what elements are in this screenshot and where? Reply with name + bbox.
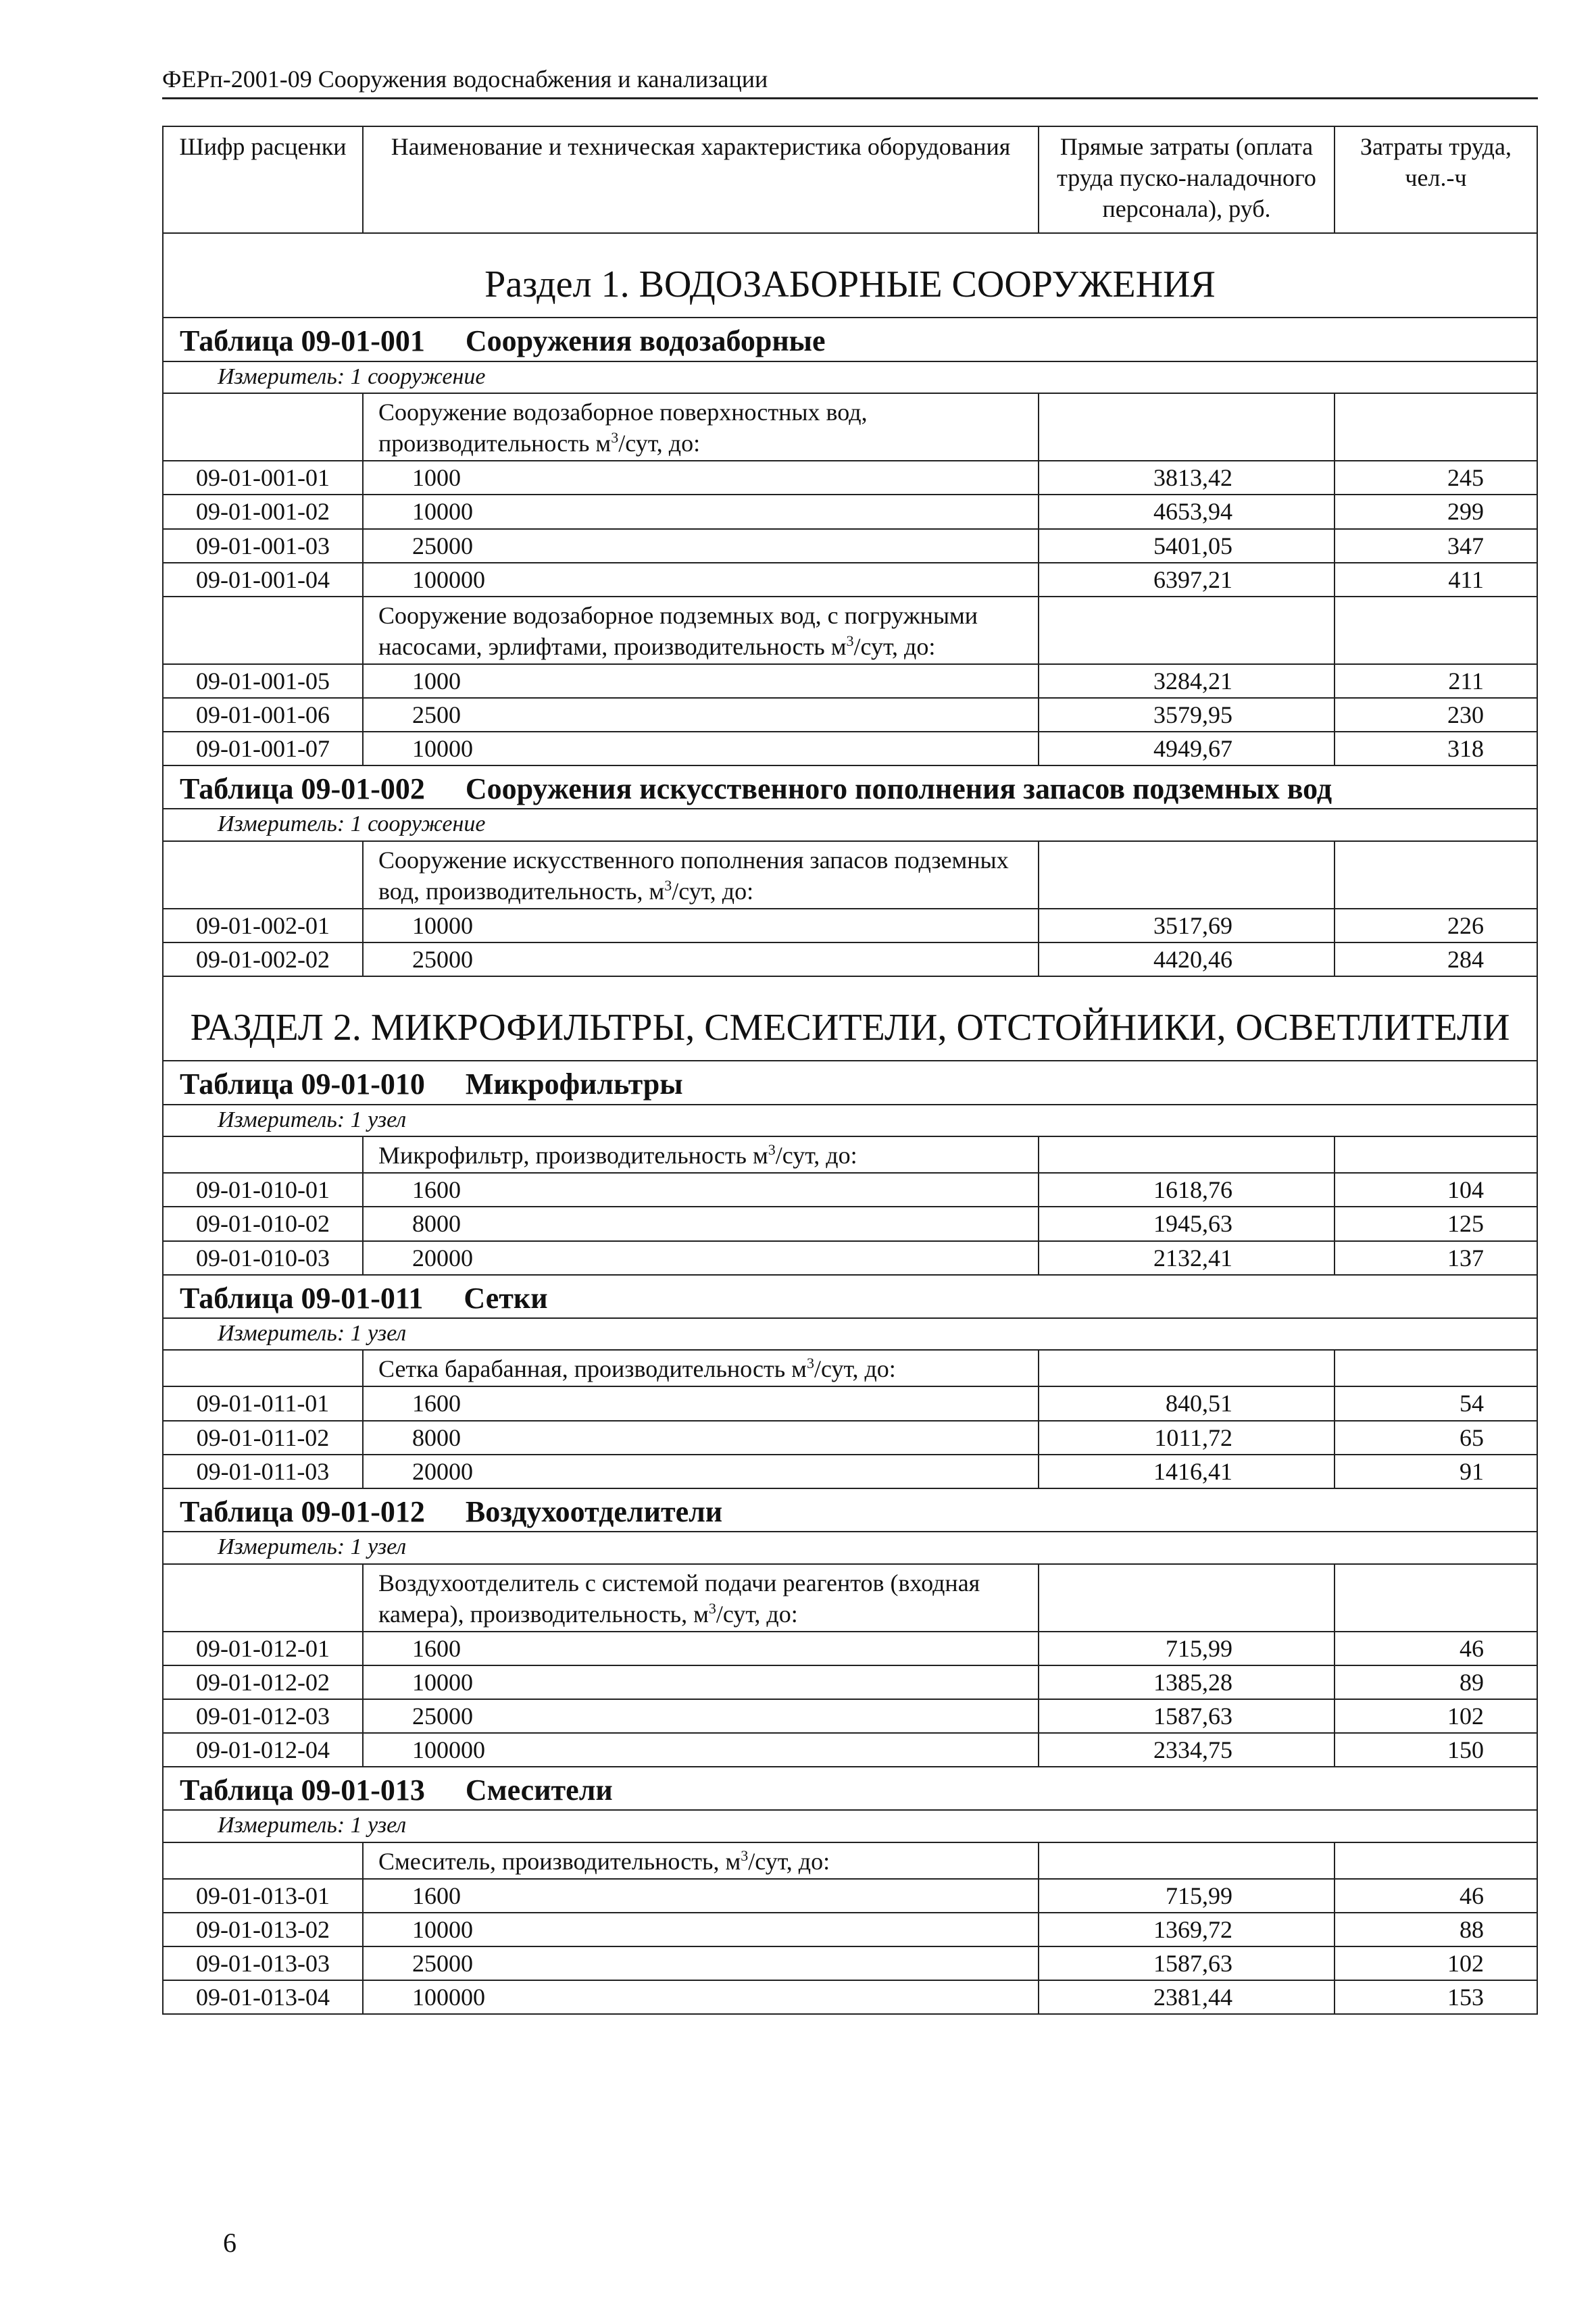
table-row: [163, 563, 1537, 597]
labor-cost: 104: [1335, 1173, 1537, 1207]
capacity-value: 8000: [363, 1207, 1039, 1240]
table-row: [163, 1946, 1537, 1980]
section-title-row: [163, 976, 1537, 1061]
table-title-row: [163, 1767, 1537, 1810]
table-title-row: [163, 318, 1537, 361]
table-row: [163, 1665, 1537, 1699]
rate-code: 09-01-013-02: [163, 1913, 363, 1946]
table-row: [163, 732, 1537, 765]
measure-unit: Измеритель: 1 узел: [163, 1105, 1537, 1137]
rate-code: 09-01-011-03: [163, 1455, 363, 1488]
rate-code: 09-01-001-05: [163, 664, 363, 698]
labor-cost: 102: [1335, 1946, 1537, 1980]
labor-cost: 89: [1335, 1665, 1537, 1699]
rate-code: 09-01-001-02: [163, 495, 363, 528]
measure-row: [163, 1105, 1537, 1137]
direct-cost: 3284,21: [1039, 664, 1335, 698]
labor-cost: 46: [1335, 1632, 1537, 1665]
description-code-cell: [163, 841, 363, 909]
table-name: Смесители: [465, 1774, 613, 1807]
description-code-cell: [163, 1842, 363, 1879]
table-name: Сооружения искусственного пополнения запасов подземных вод: [465, 772, 1332, 806]
measure-unit: Измеритель: 1 сооружение: [163, 809, 1537, 841]
measure-row: [163, 809, 1537, 841]
table-title-row: [163, 765, 1537, 809]
table-row: [163, 1733, 1537, 1767]
description-labor-cell: [1335, 393, 1537, 461]
table-row: [163, 664, 1537, 698]
description-code-cell: [163, 1350, 363, 1386]
rate-code: 09-01-010-02: [163, 1207, 363, 1240]
table-title: [163, 1488, 1537, 1532]
section-title: Раздел 1. ВОДОЗАБОРНЫЕ СООРУЖЕНИЯ: [163, 233, 1537, 318]
description-labor-cell: [1335, 841, 1537, 909]
measure-row: [163, 361, 1537, 394]
labor-cost: 284: [1335, 942, 1537, 976]
description-code-cell: [163, 1136, 363, 1173]
table-body: [163, 233, 1537, 2014]
table-row: [163, 1980, 1537, 2014]
description-labor-cell: [1335, 1564, 1537, 1632]
capacity-value: 1600: [363, 1879, 1039, 1913]
description-row: [163, 1564, 1537, 1632]
rate-code: 09-01-010-01: [163, 1173, 363, 1207]
direct-cost: 1945,63: [1039, 1207, 1335, 1240]
capacity-value: 8000: [363, 1421, 1039, 1455]
table-row: [163, 1421, 1537, 1455]
direct-cost: 6397,21: [1039, 563, 1335, 597]
capacity-value: 20000: [363, 1241, 1039, 1275]
table-title: [163, 318, 1537, 361]
labor-cost: 411: [1335, 563, 1537, 597]
direct-cost: 3813,42: [1039, 461, 1335, 495]
column-header-price: Прямые затраты (оплата труда пуско-наладочного персонала), руб.: [1039, 126, 1335, 233]
item-description: Смеситель, производительность, $м^3$/сут, до:: [363, 1842, 1039, 1879]
table-title: [163, 765, 1537, 809]
measure-unit: Измеритель: 1 сооружение: [163, 361, 1537, 394]
direct-cost: 1011,72: [1039, 1421, 1335, 1455]
table-name: Микрофильтры: [465, 1067, 683, 1101]
table-row: [163, 1455, 1537, 1488]
direct-cost: 3517,69: [1039, 909, 1335, 942]
page-header: ФЕРп-2001-09 Сооружения водоснабжения и канализации: [162, 65, 1538, 99]
table-name: Сетки: [464, 1281, 548, 1315]
rate-code: 09-01-001-03: [163, 529, 363, 563]
direct-cost: 2334,75: [1039, 1733, 1335, 1767]
description-labor-cell: [1335, 597, 1537, 664]
capacity-value: 100000: [363, 1733, 1039, 1767]
description-row: [163, 1136, 1537, 1173]
table-name: Воздухоотделители: [465, 1494, 723, 1528]
item-description: Сооружение искусственного пополнения запасов подземных вод, производительность, $м^3$/сут, до:: [363, 841, 1039, 909]
description-code-cell: [163, 1564, 363, 1632]
labor-cost: 137: [1335, 1241, 1537, 1275]
labor-cost: 318: [1335, 732, 1537, 765]
labor-cost: 65: [1335, 1421, 1537, 1455]
table-title-row: [163, 1488, 1537, 1532]
rate-code: 09-01-011-02: [163, 1421, 363, 1455]
table-row: [163, 529, 1537, 563]
table-code: Таблица 09-01-001: [180, 324, 425, 358]
capacity-value: 1600: [363, 1173, 1039, 1207]
capacity-value: 25000: [363, 942, 1039, 976]
table-row: [163, 1699, 1537, 1733]
table-row: [163, 461, 1537, 495]
table-code: Таблица 09-01-012: [180, 1494, 425, 1528]
labor-cost: 125: [1335, 1207, 1537, 1240]
description-row: [163, 841, 1537, 909]
capacity-value: 10000: [363, 1913, 1039, 1946]
labor-cost: 299: [1335, 495, 1537, 528]
description-price-cell: [1039, 1350, 1335, 1386]
capacity-value: 25000: [363, 1946, 1039, 1980]
capacity-value: 10000: [363, 1665, 1039, 1699]
measure-unit: Измеритель: 1 узел: [163, 1532, 1537, 1564]
labor-cost: 46: [1335, 1879, 1537, 1913]
item-description: Сетка барабанная, производительность $м^3$/сут, до:: [363, 1350, 1039, 1386]
rate-code: 09-01-012-04: [163, 1733, 363, 1767]
labor-cost: 211: [1335, 664, 1537, 698]
rate-code: 09-01-013-04: [163, 1980, 363, 2014]
labor-cost: 153: [1335, 1980, 1537, 2014]
direct-cost: 4653,94: [1039, 495, 1335, 528]
section-title-row: [163, 233, 1537, 318]
column-header-code: Шифр расценки: [163, 126, 363, 233]
capacity-value: 100000: [363, 1980, 1039, 2014]
table-title: [163, 1061, 1537, 1104]
table-row: [163, 942, 1537, 976]
direct-cost: 2381,44: [1039, 1980, 1335, 2014]
capacity-value: 25000: [363, 1699, 1039, 1733]
labor-cost: 102: [1335, 1699, 1537, 1733]
measure-unit: Измеритель: 1 узел: [163, 1318, 1537, 1351]
labor-cost: 226: [1335, 909, 1537, 942]
rate-code: 09-01-001-01: [163, 461, 363, 495]
direct-cost: 3579,95: [1039, 698, 1335, 732]
labor-cost: 230: [1335, 698, 1537, 732]
description-row: [163, 393, 1537, 461]
description-code-cell: [163, 393, 363, 461]
direct-cost: 1587,63: [1039, 1946, 1335, 1980]
direct-cost: 1618,76: [1039, 1173, 1335, 1207]
direct-cost: 4420,46: [1039, 942, 1335, 976]
labor-cost: 150: [1335, 1733, 1537, 1767]
capacity-value: 20000: [363, 1455, 1039, 1488]
rate-code: 09-01-002-01: [163, 909, 363, 942]
direct-cost: 1587,63: [1039, 1699, 1335, 1733]
rate-code: 09-01-001-04: [163, 563, 363, 597]
column-header-labor: Затраты труда, чел.-ч: [1335, 126, 1537, 233]
table-title-row: [163, 1275, 1537, 1318]
description-labor-cell: [1335, 1842, 1537, 1879]
direct-cost: 1369,72: [1039, 1913, 1335, 1946]
column-header-name: Наименование и техническая характеристика оборудования: [363, 126, 1039, 233]
description-labor-cell: [1335, 1136, 1537, 1173]
rate-code: 09-01-012-03: [163, 1699, 363, 1733]
measure-row: [163, 1318, 1537, 1351]
description-price-cell: [1039, 393, 1335, 461]
description-price-cell: [1039, 1564, 1335, 1632]
table-row: [163, 1173, 1537, 1207]
capacity-value: 1000: [363, 461, 1039, 495]
item-description: Сооружение водозаборное поверхностных вод, производительность $м^3$/сут, до:: [363, 393, 1039, 461]
description-price-cell: [1039, 597, 1335, 664]
rate-code: 09-01-010-03: [163, 1241, 363, 1275]
labor-cost: 347: [1335, 529, 1537, 563]
description-price-cell: [1039, 1136, 1335, 1173]
labor-cost: 88: [1335, 1913, 1537, 1946]
direct-cost: 715,99: [1039, 1879, 1335, 1913]
page-number: 6: [223, 2228, 236, 2258]
table-row: [163, 1879, 1537, 1913]
table-code: Таблица 09-01-002: [180, 772, 425, 806]
labor-cost: 245: [1335, 461, 1537, 495]
capacity-value: 100000: [363, 563, 1039, 597]
table-title: [163, 1275, 1537, 1318]
table-row: [163, 495, 1537, 528]
section-title: РАЗДЕЛ 2. МИКРОФИЛЬТРЫ, СМЕСИТЕЛИ, ОТСТОЙНИКИ, ОСВЕТЛИТЕЛИ: [163, 976, 1537, 1061]
table-row: [163, 698, 1537, 732]
capacity-value: 1600: [363, 1386, 1039, 1420]
table-code: Таблица 09-01-010: [180, 1067, 425, 1101]
item-description: Сооружение водозаборное подземных вод, с погружными насосами, эрлифтами, производительность $м^3$/сут, до:: [363, 597, 1039, 664]
rate-code: 09-01-001-07: [163, 732, 363, 765]
direct-cost: 840,51: [1039, 1386, 1335, 1420]
table-title: [163, 1767, 1537, 1810]
capacity-value: 1000: [363, 664, 1039, 698]
description-price-cell: [1039, 1842, 1335, 1879]
capacity-value: 2500: [363, 698, 1039, 732]
rate-code: 09-01-011-01: [163, 1386, 363, 1420]
description-row: [163, 1350, 1537, 1386]
description-row: [163, 597, 1537, 664]
table-row: [163, 909, 1537, 942]
capacity-value: 25000: [363, 529, 1039, 563]
capacity-value: 10000: [363, 495, 1039, 528]
direct-cost: 1416,41: [1039, 1455, 1335, 1488]
table-code: Таблица 09-01-011: [180, 1281, 424, 1315]
rate-code: 09-01-013-01: [163, 1879, 363, 1913]
direct-cost: 2132,41: [1039, 1241, 1335, 1275]
rate-code: 09-01-012-02: [163, 1665, 363, 1699]
direct-cost: 5401,05: [1039, 529, 1335, 563]
labor-cost: 91: [1335, 1455, 1537, 1488]
item-description: Воздухоотделитель с системой подачи реагентов (входная камера), производительность, $м^3$/сут, до:: [363, 1564, 1039, 1632]
measure-row: [163, 1532, 1537, 1564]
description-code-cell: [163, 597, 363, 664]
measure-unit: Измеритель: 1 узел: [163, 1810, 1537, 1842]
description-price-cell: [1039, 841, 1335, 909]
rate-code: 09-01-001-06: [163, 698, 363, 732]
table-row: [163, 1386, 1537, 1420]
item-description: Микрофильтр, производительность $м^3$/сут, до:: [363, 1136, 1039, 1173]
rate-code: 09-01-013-03: [163, 1946, 363, 1980]
capacity-value: 10000: [363, 732, 1039, 765]
table-row: [163, 1241, 1537, 1275]
column-header-row: [163, 126, 1537, 233]
rate-code: 09-01-002-02: [163, 942, 363, 976]
table-row: [163, 1913, 1537, 1946]
labor-cost: 54: [1335, 1386, 1537, 1420]
table-code: Таблица 09-01-013: [180, 1774, 425, 1807]
capacity-value: 1600: [363, 1632, 1039, 1665]
direct-cost: 4949,67: [1039, 732, 1335, 765]
direct-cost: 715,99: [1039, 1632, 1335, 1665]
table-row: [163, 1632, 1537, 1665]
direct-cost: 1385,28: [1039, 1665, 1335, 1699]
measure-row: [163, 1810, 1537, 1842]
description-row: [163, 1842, 1537, 1879]
table-name: Сооружения водозаборные: [465, 324, 826, 358]
capacity-value: 10000: [363, 909, 1039, 942]
table-row: [163, 1207, 1537, 1240]
table-title-row: [163, 1061, 1537, 1104]
rate-code: 09-01-012-01: [163, 1632, 363, 1665]
description-labor-cell: [1335, 1350, 1537, 1386]
rates-table: [162, 126, 1538, 2015]
